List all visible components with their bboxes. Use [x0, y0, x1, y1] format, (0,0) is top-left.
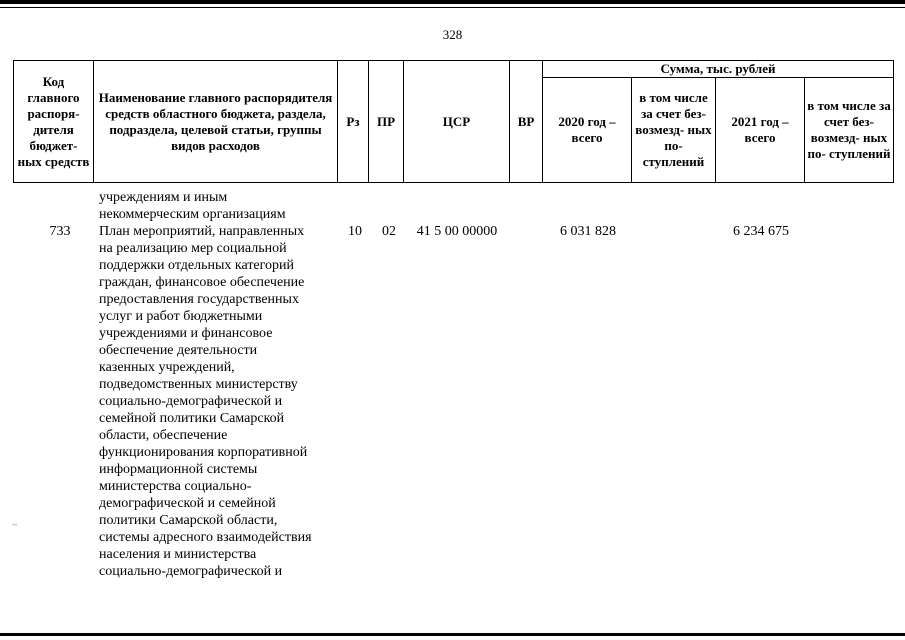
row-sum-2020: 6 031 828	[560, 224, 616, 239]
row-name-line: граждан, финансовое обеспечение	[99, 275, 305, 290]
header-sum-group: Сумма, тыс. рублей	[543, 61, 894, 78]
page-bottom-border	[0, 633, 905, 636]
row-name-line: информационной системы	[99, 462, 258, 477]
row-name-line: План мероприятий, направленных	[99, 224, 305, 239]
header-2021-total: 2021 год – всего	[716, 78, 805, 183]
row-name-line: семейной политики Самарской	[99, 411, 285, 426]
page-top-rule	[0, 7, 905, 8]
budget-table-header	[13, 60, 894, 183]
row-name-line: учреждениями и финансовое	[99, 326, 273, 341]
row-name-line: подведомственных министерству	[99, 377, 298, 392]
page-top-border	[0, 0, 905, 4]
continuation-line: некоммерческим организациям	[99, 207, 286, 222]
header-vr: ВР	[510, 61, 543, 183]
header-pr: ПР	[369, 61, 404, 183]
row-csr: 41 5 00 00000	[416, 224, 498, 239]
row-sum-2021: 6 234 675	[733, 224, 789, 239]
header-2021-gratis: в том числе за счет без- возмезд- ных по- ступлений	[805, 78, 894, 183]
row-name	[99, 223, 339, 580]
row-name-line: функционирования корпоративной	[99, 445, 308, 460]
header-rz: Рз	[338, 61, 369, 183]
continuation-line: учреждениям и иным	[99, 190, 228, 205]
row-name-line: политики Самарской области,	[99, 513, 278, 528]
table-body	[13, 185, 893, 585]
row-name-line: системы адресного взаимодействия	[99, 530, 312, 545]
row-name-line: казенных учреждений,	[99, 360, 235, 375]
row-name-line: области, обеспечение	[99, 428, 228, 443]
row-name-line: услуг и работ бюджетными	[99, 309, 263, 324]
continuation-text	[99, 189, 339, 223]
page-number: 328	[442, 27, 463, 42]
row-name-line: населения и министерства	[99, 547, 257, 562]
row-rz: 10	[348, 224, 362, 239]
header-name: Наименование главного распорядителя средств областного бюджета, раздела, подраздела, целевой статьи, группы видов расходов	[94, 61, 338, 183]
header-2020-total: 2020 год – всего	[543, 78, 632, 183]
row-name-line: социально-демографической и	[99, 394, 283, 409]
row-name-line: обеспечение деятельности	[99, 343, 258, 358]
row-name-line: министерства социально-	[99, 479, 252, 494]
row-code: 733	[49, 224, 71, 239]
header-csr: ЦСР	[404, 61, 510, 183]
scan-artifact: ~	[12, 520, 18, 531]
row-pr: 02	[382, 224, 396, 239]
row-name-line: поддержки отдельных категорий	[99, 258, 295, 273]
header-2020-gratis: в том числе за счет без- возмезд- ных по- ступлений	[632, 78, 716, 183]
row-name-line: демографической и семейной	[99, 496, 276, 511]
row-name-line: социально-демографической и	[99, 564, 283, 579]
header-code: Код главного распоря- дителя бюджет- ных средств	[14, 61, 94, 183]
row-name-line: предоставления государственных	[99, 292, 299, 307]
row-name-line: на реализацию мер социальной	[99, 241, 287, 256]
